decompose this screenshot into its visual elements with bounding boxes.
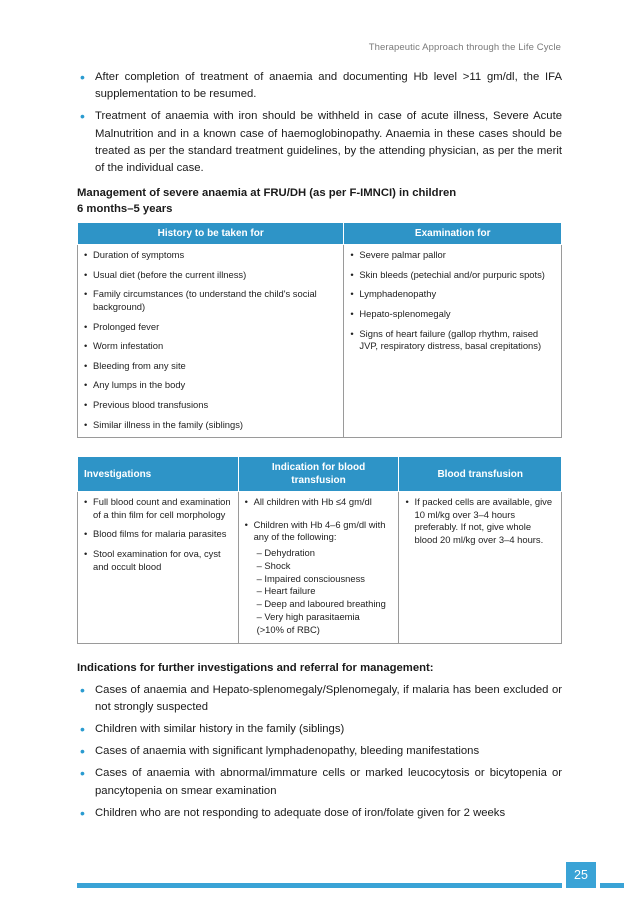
footer-bar-end xyxy=(600,883,624,888)
list-item-text: Treatment of anaemia with iron should be withheld in case of acute illness, Severe Acute Malnutrition and in a known case of haemoglobinopathy. Anaemia in these cases should be treated as per the standard treatment guidelines, by the attending physician, as per the merit of the individual case. xyxy=(95,110,562,175)
list-item-text: After completion of treatment of anaemia and documenting Hb level >11 gm/dl, the IFA supplementation to be resumed. xyxy=(95,71,562,101)
cell-list-item: • Blood films for malaria parasites xyxy=(84,528,227,540)
cell-list-item: • Usual diet (before the current illness) xyxy=(84,268,247,280)
table-header: Investigations xyxy=(78,457,239,492)
cell-list-item: • Stool examination for ova, cyst and occult blood xyxy=(84,547,221,572)
examination-cell xyxy=(344,245,562,438)
sub-list-item: – Very high parasitaemia (>10% of RBC) xyxy=(256,610,360,635)
bullet-icon: • xyxy=(80,108,85,125)
bullet-icon: • xyxy=(80,720,85,737)
history-examination-table xyxy=(77,222,562,438)
sub-list-item: – Deep and laboured breathing xyxy=(256,598,386,610)
bullet-icon: • xyxy=(80,743,85,760)
page-content xyxy=(77,69,562,827)
cell-list-item: • Severe palmar pallor xyxy=(350,249,446,261)
list-item xyxy=(77,743,562,760)
cell-list-item: • Any lumps in the body xyxy=(84,379,186,391)
transfusion-cell xyxy=(399,492,562,643)
list-item-text: Children who are not responding to adequate dose of iron/folate given for 2 weeks xyxy=(95,806,506,819)
referral-bullet-list xyxy=(77,682,562,822)
cell-list-item: • Children with Hb 4–6 gm/dl with any of the following: xyxy=(244,518,386,543)
cell-list-item: • Lymphadenopathy xyxy=(350,288,437,300)
cell-list-item: • Duration of symptoms xyxy=(84,249,185,261)
investigations-cell xyxy=(78,492,239,643)
cell-list-item: • Worm infestation xyxy=(84,340,164,352)
cell-list-item: • If packed cells are available, give 10 ml/kg over 3–4 hours preferably. If not, give whole blood 20 ml/kg over 3–4 hours. xyxy=(405,496,553,545)
cell-list-item: • Bleeding from any site xyxy=(84,359,186,371)
cell-list-item: • Hepato-splenomegaly xyxy=(350,308,451,319)
sub-list-item: – Heart failure xyxy=(256,585,316,597)
cell-list-item: • Signs of heart failure (gallop rhythm, raised JVP, respiratory distress, basal crepitations) xyxy=(350,327,542,352)
bullet-icon: • xyxy=(80,681,85,698)
list-item xyxy=(77,682,562,716)
investigations-transfusion-table xyxy=(77,456,562,643)
page-number: 25 xyxy=(566,862,596,888)
table-header: Indication for blood transfusion xyxy=(238,457,399,492)
cell-list-item: • Previous blood transfusions xyxy=(84,398,209,410)
table-header: Examination for xyxy=(344,223,562,245)
cell-list-item: • Family circumstances (to understand the child's social background) xyxy=(84,288,317,312)
list-item xyxy=(77,765,562,799)
cell-list-item: • Prolonged fever xyxy=(84,320,160,332)
bullet-icon: • xyxy=(80,765,85,782)
section-title-line: 6 months–5 years xyxy=(77,203,173,216)
table-header: Blood transfusion xyxy=(399,457,562,492)
list-item-text: Cases of anaemia with abnormal/immature cells or marked leucocytosis or bicytopenia or pancytopenia on smear examination xyxy=(95,767,562,797)
list-item xyxy=(77,721,562,738)
list-item-text: Cases of anaemia with significant lymphadenopathy, bleeding manifestations xyxy=(95,745,480,758)
intro-bullet-list xyxy=(77,69,562,177)
list-item xyxy=(77,108,562,177)
bullet-icon: • xyxy=(80,69,85,85)
footer-bar xyxy=(77,883,562,888)
sub-list-item: – Impaired consciousness xyxy=(256,572,365,584)
list-item-text: Cases of anaemia and Hepato-splenomegaly/Splenomegaly, if malaria has been excluded or not strongly suspected xyxy=(95,683,562,713)
cell-list-item: • All children with Hb ≤4 gm/dl xyxy=(244,496,372,508)
history-cell xyxy=(78,245,344,438)
sub-list-item: – Shock xyxy=(256,559,291,571)
bullet-icon: • xyxy=(80,804,85,821)
section-title-line: Management of severe anaemia at FRU/DH (as per F-IMNCI) in children xyxy=(77,187,457,200)
cell-list-item: • Full blood count and examination of a thin film for cell morphology xyxy=(84,496,231,520)
section-title-severe-anaemia xyxy=(77,185,562,217)
cell-list-item: • Skin bleeds (petechial and/or purpuric spots) xyxy=(350,268,545,280)
section-title-referral: Indications for further investigations and referral for management: xyxy=(77,661,434,674)
table-header: History to be taken for xyxy=(78,223,344,245)
sub-list-item: – Dehydration xyxy=(256,546,315,558)
list-item xyxy=(77,69,562,103)
list-item xyxy=(77,805,562,822)
cell-list-item: • Similar illness in the family (siblings) xyxy=(84,418,244,430)
indication-cell xyxy=(238,492,399,643)
running-header: Therapeutic Approach through the Life Cycle xyxy=(368,42,561,53)
list-item-text: Children with similar history in the family (siblings) xyxy=(95,722,345,735)
